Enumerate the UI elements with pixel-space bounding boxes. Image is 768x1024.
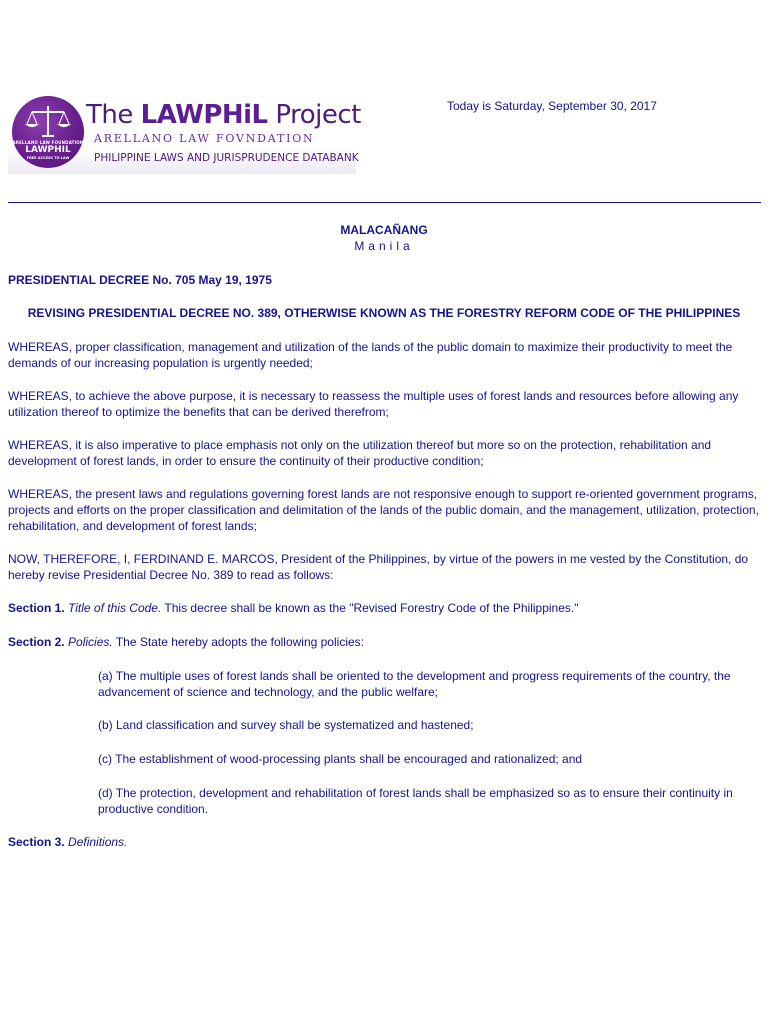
logo-title-bold: LAWPHiL: [140, 100, 268, 130]
section-3-title: Definitions.: [68, 835, 128, 849]
policy-item-a: (a) The multiple uses of forest lands shall be oriented to the development and progress requirements of the country, the advancement of science and technology, and the public welfare;: [98, 669, 731, 699]
section-3-label: Section 3.: [8, 835, 65, 849]
section-2: [8, 634, 760, 650]
seal-mid-text: LAWPHIL: [25, 145, 71, 155]
logo-tagline: PHILIPPINE LAWS AND JURISPRUDENCE DATABANK: [94, 152, 359, 164]
logo-subtitle: ARELLANO LAW FOVNDATION: [94, 132, 315, 145]
policy-item-c: (c) The establishment of wood-processing plants shall be encouraged and rationalized; and: [98, 752, 583, 766]
section-1: [8, 600, 760, 616]
section-1-text: This decree shall be known as the "Revised Forestry Code of the Philippines.": [161, 601, 579, 615]
lawphil-seal-icon: [12, 96, 84, 168]
section-1-title: Title of this Code.: [68, 601, 162, 615]
decree-heading: REVISING PRESIDENTIAL DECREE NO. 389, OTHERWISE KNOWN AS THE FORESTRY REFORM CODE OF THE PHILIPPINES: [27, 306, 741, 320]
section-2-label: Section 2.: [8, 635, 65, 649]
seal-bottom-text: FREE ACCESS TO LAW: [26, 156, 70, 160]
today-date: Today is Saturday, September 30, 2017: [447, 99, 657, 113]
whereas-clause-1: WHEREAS, proper classification, management and utilization of the lands of the public domain to maximize their productivity to meet the demands of our increasing population is urgently needed;: [8, 340, 733, 370]
decree-title: PRESIDENTIAL DECREE No. 705 May 19, 1975: [8, 273, 272, 287]
section-2-text: The State hereby adopts the following policies:: [112, 635, 364, 649]
section-1-label: Section 1.: [8, 601, 65, 615]
now-therefore-clause: NOW, THEREFORE, I, FERDINAND E. MARCOS, President of the Philippines, by virtue of the powers in me vested by the Constitution, do hereby revise Presidential Decree No. 389 to read as follows:: [8, 552, 749, 582]
city-name: Manila: [354, 239, 414, 253]
logo-title-prefix: The: [86, 100, 141, 130]
lawphil-logo[interactable]: [8, 92, 361, 174]
seal-top-text: ARELLANO LAW FOUNDATION: [12, 140, 84, 145]
logo-title-suffix: Project: [267, 100, 361, 130]
policy-item-b: (b) Land classification and survey shall be systematized and hastened;: [98, 718, 474, 732]
decree-content: [8, 222, 760, 850]
page-header: [8, 92, 760, 176]
header-divider: [8, 202, 761, 203]
whereas-clause-2: WHEREAS, to achieve the above purpose, it is necessary to reassess the multiple uses of forest lands and resources before allowing any utilization thereof to optimize the benefits that can be derived therefrom;: [8, 389, 739, 419]
policy-item-d: (d) The protection, development and rehabilitation of forest lands shall be emphasized so as to ensure their continuity in productive condition.: [98, 786, 733, 816]
whereas-clause-3: WHEREAS, it is also imperative to place emphasis not only on the utilization thereof but more so on the protection, rehabilitation and development of forest lands, in order to ensure the continuity of their productive condition;: [8, 438, 712, 468]
office-name: MALACAÑANG: [340, 223, 428, 237]
section-3: [8, 834, 760, 850]
logo-title: [86, 100, 361, 130]
section-2-title: Policies.: [68, 635, 113, 649]
whereas-clause-4: WHEREAS, the present laws and regulations governing forest lands are not responsive enough to support re-oriented government programs, projects and efforts on the proper classification and delimitation of the lands of the public domain, and the management, utilization, protection, rehabilitation, and development of forest lands;: [8, 487, 759, 533]
